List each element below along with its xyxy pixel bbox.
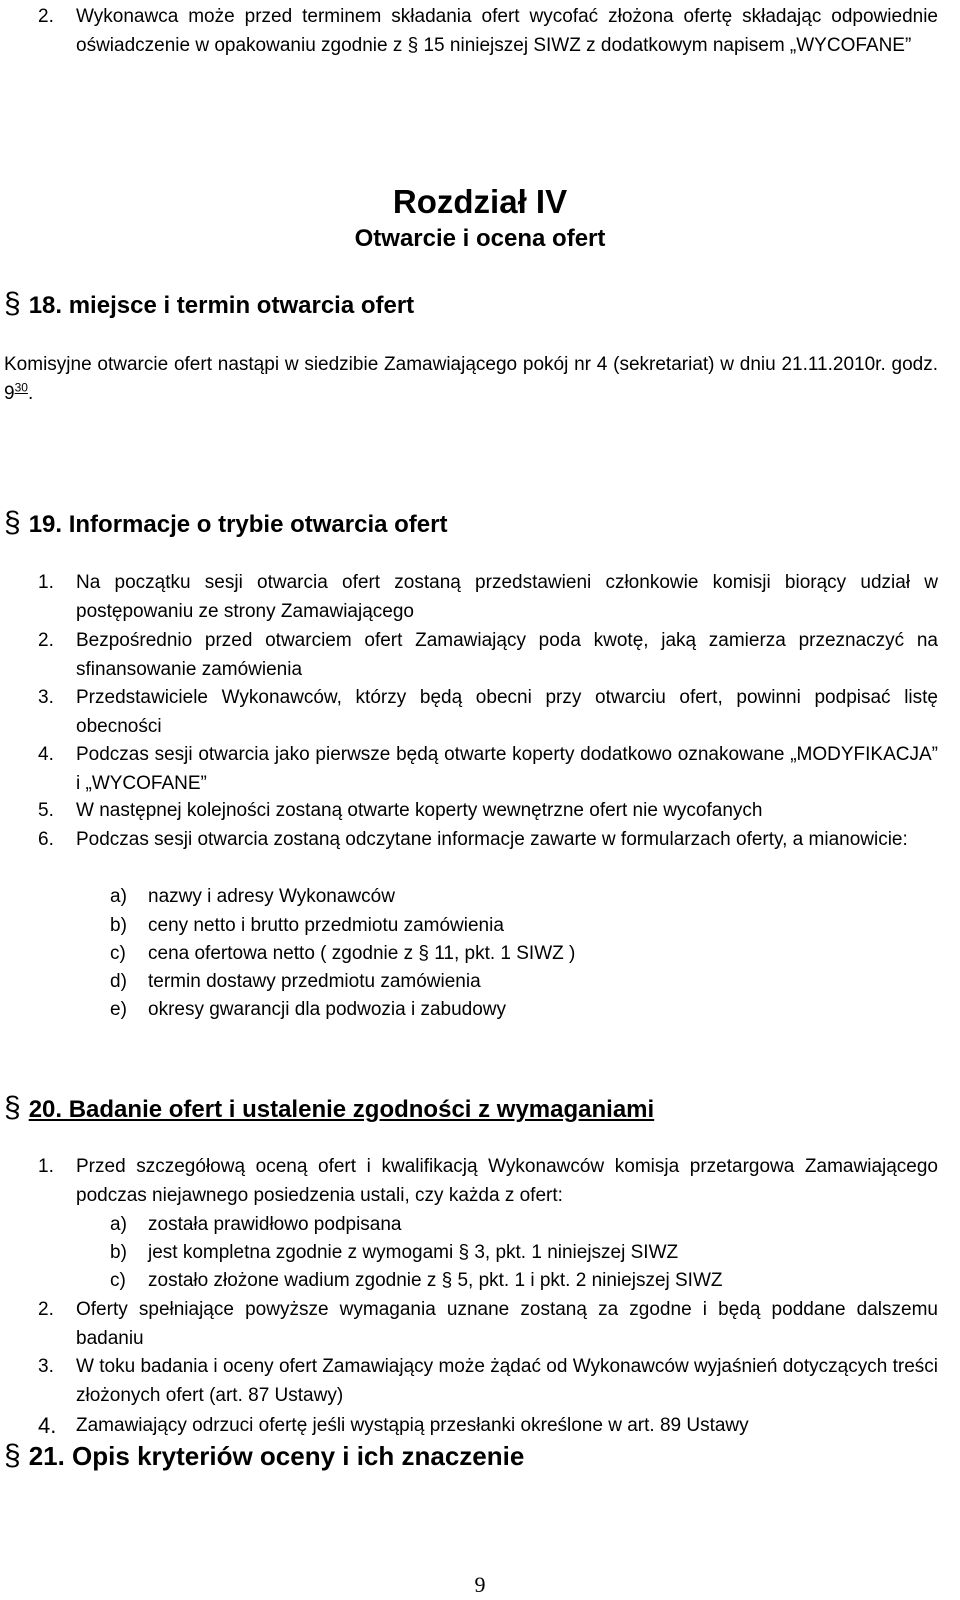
list-item <box>38 568 938 626</box>
paragraph-end: . <box>27 383 34 404</box>
item-text: Zamawiający odrzuci ofertę jeśli wystąpią przesłanki określone w art. 89 Ustawy <box>76 1415 749 1436</box>
sub-item <box>110 911 930 940</box>
item-text: Przedstawiciele Wykonawców, którzy będą obecni przy otwarciu ofert, powinni podpisać listę obecności <box>76 687 938 737</box>
item-text: Bezpośrednio przed otwarciem ofert Zamawiający poda kwotę, jaką zamierza przeznaczyć na sfinansowanie zamówienia <box>76 630 938 680</box>
sub-text: termin dostawy przedmiotu zamówienia <box>148 971 481 992</box>
sub-item <box>110 882 930 911</box>
list-item <box>38 1152 938 1210</box>
section-title: 21. Opis kryteriów oceny i ich znaczenie <box>28 1441 525 1471</box>
sub-text: okresy gwarancji dla podwozia i zabudowy <box>148 999 507 1020</box>
sub-label: b) <box>110 915 127 936</box>
sub-item <box>110 967 930 996</box>
sub-label: b) <box>110 1242 127 1263</box>
section-sign: § <box>4 287 21 320</box>
list-item <box>38 796 938 825</box>
list-item <box>38 740 938 798</box>
sub-text: ceny netto i brutto przedmiotu zamówienia <box>148 915 504 936</box>
item-number: 2. <box>38 630 54 651</box>
sub-text: zostało złożone wadium zgodnie z § 5, pkt. 1 i pkt. 2 niniejszej SIWZ <box>148 1270 723 1291</box>
section-18-heading <box>4 288 414 322</box>
sub-label: c) <box>110 1270 126 1291</box>
page-number: 9 <box>474 1572 486 1597</box>
item-number: 3. <box>38 1356 54 1377</box>
item-number: 2. <box>38 1299 54 1320</box>
list-item <box>38 1295 938 1353</box>
sub-text: jest kompletna zgodnie z wymogami § 3, pkt. 1 niniejszej SIWZ <box>148 1242 679 1263</box>
section-title: 18. miejsce i termin otwarcia ofert <box>28 292 415 319</box>
sub-label: d) <box>110 971 127 992</box>
section-21-heading <box>4 1440 524 1472</box>
sub-text: została prawidłowo podpisana <box>148 1214 402 1235</box>
section-19-heading <box>4 507 447 541</box>
item-number: 5. <box>38 800 54 821</box>
item-text: Na początku sesji otwarcia ofert zostaną przedstawieni członkowie komisji biorący udział w postępowaniu ze strony Zamawiającego <box>76 572 938 622</box>
sub-text: cena ofertowa netto ( zgodnie z § 11, pkt. 1 SIWZ ) <box>148 943 576 964</box>
section-18-text <box>4 350 938 408</box>
list-item <box>38 626 938 684</box>
item-number: 1. <box>38 572 54 593</box>
item-number: 4. <box>38 1413 57 1438</box>
sub-item <box>110 1266 930 1295</box>
list-item <box>38 683 938 741</box>
list-item <box>38 825 938 854</box>
chapter-subtitle: Otwarcie i ocena ofert <box>354 225 606 252</box>
item-text: W następnej kolejności zostaną otwarte koperty wewnętrzne ofert nie wycofanych <box>76 800 763 821</box>
item-text: Przed szczegółową oceną ofert i kwalifikacją Wykonawców komisja przetargowa Zamawiającego podczas niejawnego posiedzenia ustali, czy każda z ofert: <box>76 1156 938 1206</box>
item-number: 1. <box>38 1156 54 1177</box>
item-text: Podczas sesji otwarcia zostaną odczytane informacje zawarte w formularzach oferty, a mianowicie: <box>76 829 908 850</box>
sub-item <box>110 995 930 1024</box>
list-item <box>38 1411 938 1440</box>
section-sign: § <box>4 1091 21 1124</box>
list-item <box>38 1352 938 1410</box>
section-sign: § <box>4 1439 21 1472</box>
chapter-title: Rozdział IV <box>392 183 568 220</box>
sub-item <box>110 939 930 968</box>
section-20-heading <box>4 1092 654 1126</box>
item-number: 3. <box>38 687 54 708</box>
sub-item <box>110 1210 930 1239</box>
sub-text: nazwy i adresy Wykonawców <box>148 886 395 907</box>
item-text: Podczas sesji otwarcia jako pierwsze będą otwarte koperty dodatkowo oznakowane „MODYFIKACJA” i „WYCOFANE” <box>76 744 938 794</box>
section-title: 20. Badanie ofert i ustalenie zgodności z wymaganiami <box>28 1096 655 1123</box>
list-item <box>38 2 938 60</box>
item-number: 4. <box>38 744 54 765</box>
sub-label: a) <box>110 886 127 907</box>
sub-label: e) <box>110 999 127 1020</box>
sub-label: c) <box>110 943 126 964</box>
item-number: 2. <box>38 6 54 27</box>
time-superscript: 30 <box>14 380 28 395</box>
item-text: Wykonawca może przed terminem składania ofert wycofać złożona ofertę składając odpowiednie oświadczenie w opakowaniu zgodnie z § 15 niniejszej SIWZ z dodatkowym napisem „WYCOFANE” <box>76 6 938 56</box>
item-number: 6. <box>38 829 54 850</box>
item-text: W toku badania i oceny ofert Zamawiający może żądać od Wykonawców wyjaśnień dotyczących treści złożonych ofert (art. 87 Ustawy) <box>76 1356 938 1406</box>
section-sign: § <box>4 506 21 539</box>
paragraph-text: Komisyjne otwarcie ofert nastąpi w siedzibie Zamawiającego pokój nr 4 (sekretariat) w dniu 21.11.2010r. godz. 9 <box>4 354 938 404</box>
item-text: Oferty spełniające powyższe wymagania uznane zostaną za zgodne i będą poddane dalszemu badaniu <box>76 1299 938 1349</box>
sub-item <box>110 1238 930 1267</box>
sub-label: a) <box>110 1214 127 1235</box>
section-title: 19. Informacje o trybie otwarcia ofert <box>28 511 448 538</box>
